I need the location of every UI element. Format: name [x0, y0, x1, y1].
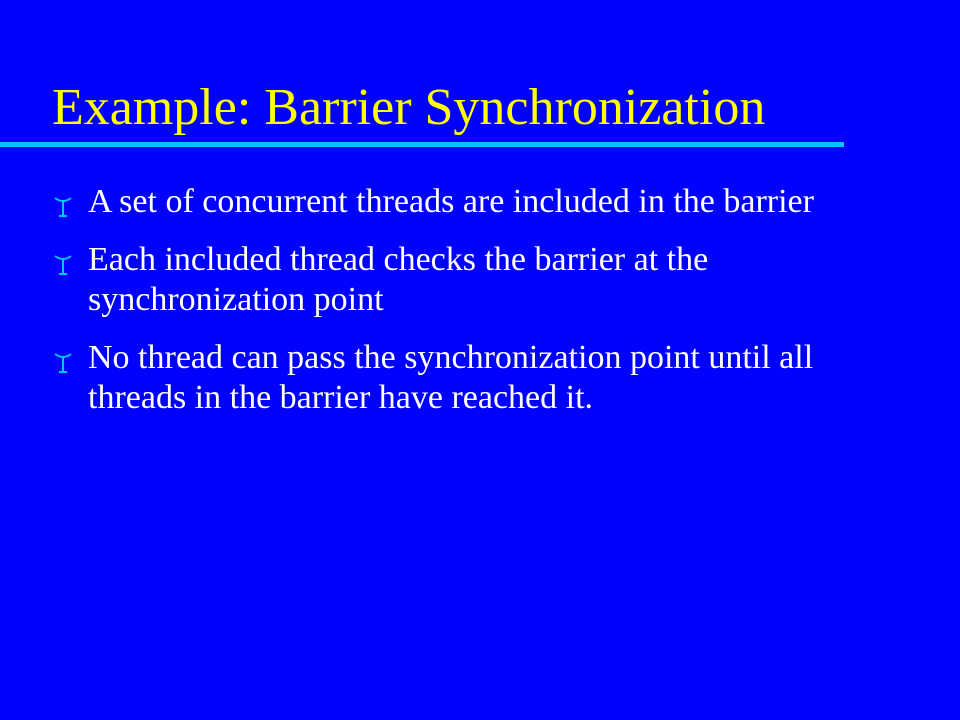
curved-bullet-icon — [52, 194, 74, 218]
bullet-text: A set of concurrent threads are included in the barrier — [88, 183, 814, 220]
bullet-item — [52, 338, 872, 418]
bullet-text: No thread can pass the synchronization point until all threads in the barrier have reached it. — [88, 339, 814, 416]
title-underline — [0, 142, 844, 147]
bullet-text: Each included thread checks the barrier at the synchronization point — [88, 241, 709, 318]
bullet-item — [52, 240, 872, 320]
bullet-item — [52, 182, 872, 222]
bullet-list — [52, 182, 872, 436]
slide-title: Example: Barrier Synchronization — [52, 79, 766, 136]
curved-bullet-icon — [52, 350, 74, 374]
curved-bullet-icon — [52, 252, 74, 276]
